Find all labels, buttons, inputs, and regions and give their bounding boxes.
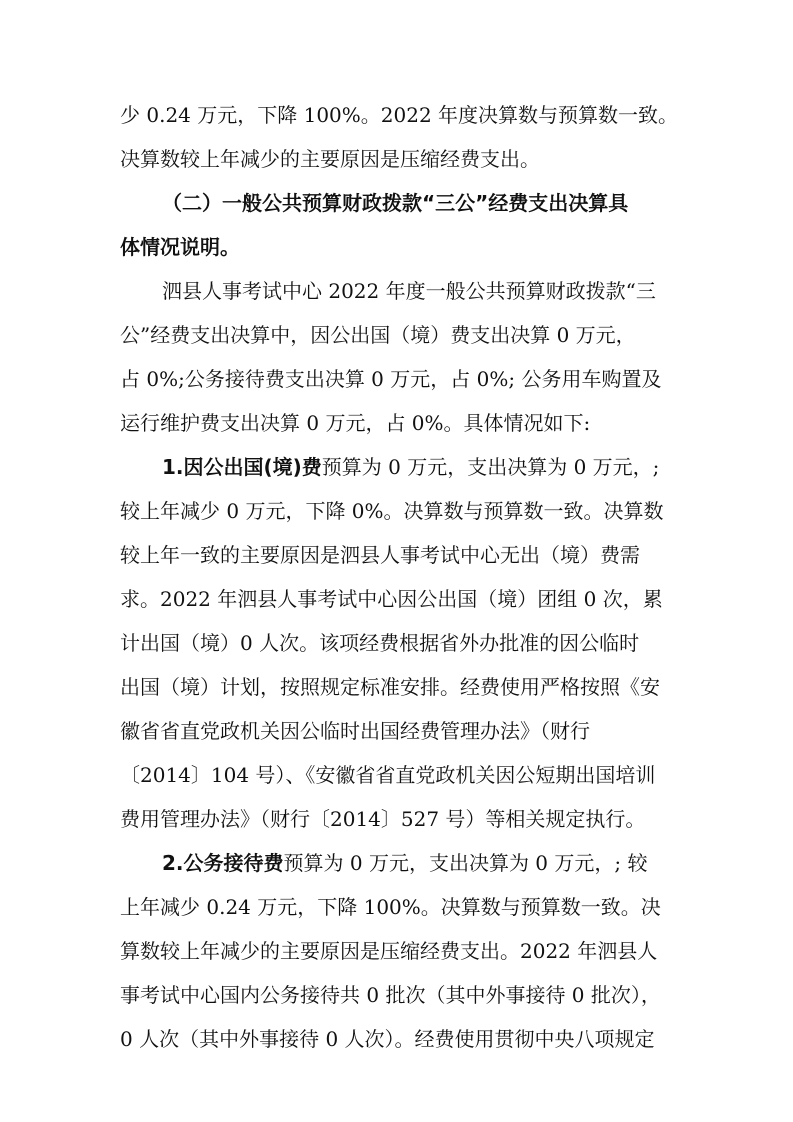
paragraph-line: 决算数较上年减少的主要原因是压缩经费支出。 bbox=[120, 147, 540, 171]
paragraph-line: 公”经费支出决算中，因公出国（境）费支出决算 0 万元， bbox=[120, 323, 636, 347]
paragraph-line: 计出国（境）0 人次。该项经费根据省外办批准的因公临时 bbox=[120, 631, 640, 655]
section-heading: （二）一般公共预算财政拨款“三公”经费支出决算具 bbox=[162, 191, 629, 215]
paragraph-line: 0 人次（其中外事接待 0 人次）。经费使用贯彻中央八项规定 bbox=[120, 1027, 655, 1051]
paragraph-line: 泗县人事考试中心 2022 年度一般公共预算财政拨款“三 bbox=[162, 279, 656, 303]
section-heading: 体情况说明。 bbox=[120, 235, 240, 259]
paragraph-line: 〔2014〕104 号）、《安徽省省直党政机关因公短期出国培训 bbox=[120, 763, 656, 787]
paragraph-line: 较上年减少 0 万元，下降 0%。决算数与预算数一致。决算数 bbox=[120, 499, 664, 523]
item-1-title: 1.因公出国(境)费 bbox=[162, 455, 322, 479]
paragraph-line: 求。2022 年泗县人事考试中心因公出国（境）团组 0 次，累 bbox=[120, 587, 663, 611]
paragraph-line: 费用管理办法》（财行〔2014〕527 号）等相关规定执行。 bbox=[120, 807, 646, 831]
paragraph-line: 上年减少 0.24 万元，下降 100%。决算数与预算数一致。决 bbox=[120, 895, 661, 919]
paragraph-line: 算数较上年减少的主要原因是压缩经费支出。2022 年泗县人 bbox=[120, 939, 658, 963]
item-2-title: 2.公务接待费 bbox=[162, 851, 284, 875]
paragraph-line: 徽省省直党政机关因公临时出国经费管理办法》（财行 bbox=[120, 719, 590, 743]
paragraph-line: 出国（境）计划，按照规定标准安排。经费使用严格按照《安 bbox=[120, 675, 660, 699]
item-1-first-line bbox=[162, 449, 680, 485]
paragraph-line: 少 0.24 万元，下降 100%。2022 年度决算数与预算数一致。 bbox=[120, 103, 679, 127]
paragraph-line: 事考试中心国内公务接待共 0 批次（其中外事接待 0 批次）， bbox=[120, 983, 661, 1007]
paragraph-line: 占 0%;公务接待费支出决算 0 万元，占 0%; 公务用车购置及 bbox=[120, 367, 662, 391]
item-2-first-line bbox=[162, 845, 680, 881]
item-1-text: 预算为 0 万元，支出决算为 0 万元，; bbox=[321, 455, 660, 479]
item-2-text: 预算为 0 万元，支出决算为 0 万元，; 较 bbox=[283, 851, 648, 875]
paragraph-line: 运行维护费支出决算 0 万元，占 0%。具体情况如下: bbox=[120, 411, 591, 435]
paragraph-line: 较上年一致的主要原因是泗县人事考试中心无出（境）费需 bbox=[120, 543, 640, 567]
